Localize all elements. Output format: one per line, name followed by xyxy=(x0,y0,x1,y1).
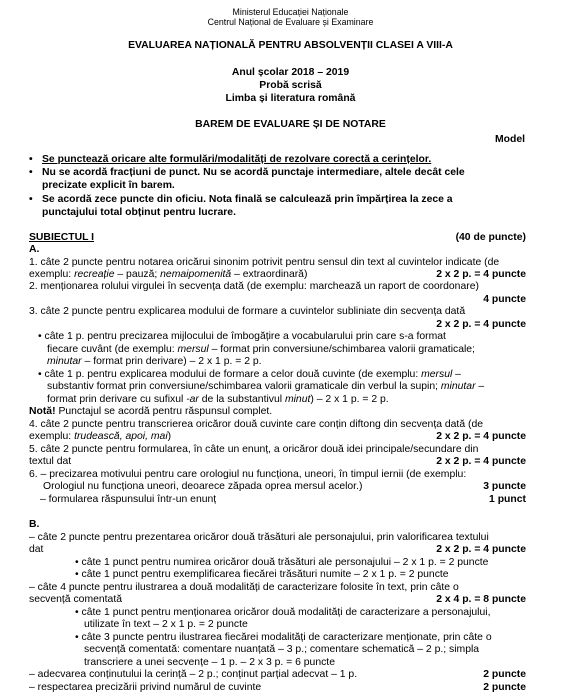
b2-sub2-line1: • câte 3 puncte pentru ilustrarea fiecărei modalități de caracterizare menționate, prin câte o xyxy=(75,632,492,643)
b2-sub2-line2: secvență comentată: comentare nuanțată – 3 p.; comentare schematică – 2 p.; simpla xyxy=(84,644,480,655)
item-6-line1: 6. – precizarea motivului pentru care orologiul nu funcționa, uneori, în timpul iernii (de exemplu: xyxy=(29,469,467,480)
subiect-heading xyxy=(29,232,526,244)
item-3-sub1-line3: minutar – format prin derivare) – 2 x 1 p. = 2 p. xyxy=(47,356,262,367)
item-3: 3. câte 2 puncte pentru explicarea modului de formare a cuvintelor subliniate din secvența dată xyxy=(29,306,466,317)
b2-sub1-line2: utilizate în text – 2 x 1 p. = 2 puncte xyxy=(84,619,248,630)
b2-sub1-line1: • câte 1 punct pentru menționarea oricăror două modalități de caracterizare a personajului, xyxy=(75,607,491,618)
item-1-points: 2 x 2 p. = 4 puncte xyxy=(436,269,526,280)
item-3-sub1-line2: fiecare cuvânt (de exemplu: mersul – format prin conversiune/schimbarea valorii gramaticale; xyxy=(47,344,475,355)
item-1-line1: 1. câte 2 puncte pentru notarea oricărui sinonim potrivit pentru sensul din text al cuvintelor indicate (de xyxy=(29,257,500,268)
subiect-points: (40 de puncte) xyxy=(455,232,526,243)
nota-label: Notă! xyxy=(29,406,56,417)
b1-sub1: • câte 1 punct pentru numirea oricăror două trăsături ale personajului – 2 x 1 p. = 2 puncte xyxy=(75,557,489,568)
subiect-title: SUBIECTUL I xyxy=(29,232,95,243)
item-3-sub2-line3: format prin derivare cu sufixul -ar de la substantivul minut) – 2 x 1 p. = 2 p. xyxy=(47,394,389,405)
school-year: Anul școlar 2018 – 2019 xyxy=(231,67,350,78)
bullet-icon: • xyxy=(29,154,33,165)
item-6-points: 3 puncte xyxy=(483,481,526,492)
item-3-sub2-line1: • câte 1 p. pentru explicarea modului de formare a celor două cuvinte (de exemplu: mersul – xyxy=(38,369,461,380)
barem-title: BAREM DE EVALUARE ȘI DE NOTARE xyxy=(195,119,386,130)
b2-points: 2 x 4 p. = 8 puncte xyxy=(436,594,526,605)
exam-title: EVALUAREA NAȚIONALĂ PENTRU ABSOLVENȚII CLASEI A VIII-A xyxy=(128,40,453,51)
bullet-icon: • xyxy=(29,194,33,205)
item-3-sub2-line2: substantiv format prin conversiune/schimbarea valorii gramaticale din verbul la supin; minutar – xyxy=(47,381,485,392)
item-5-points: 2 x 2 p. = 4 puncte xyxy=(436,456,526,467)
b1-line1: – câte 2 puncte pentru prezentarea oricăror două trăsături ale personajului, prin valorificarea textului xyxy=(29,532,489,543)
nota-line: Notă! Punctajul se acordă pentru răspunsul complet. xyxy=(29,406,273,417)
ministry-line: Ministerul Educației Naționale xyxy=(232,7,349,17)
b3-line: – adecvarea conținutului la cerință – 2 p.; conținut parțial adecvat – 1 p. 2 puncte xyxy=(29,669,526,680)
b4-points: 2 puncte xyxy=(483,682,526,693)
item-5-line2: textul dat 2 x 2 p. = 4 puncte xyxy=(29,456,526,467)
b4-line: – respectarea precizării privind numărul de cuvinte 2 puncte xyxy=(29,682,526,693)
b3-points: 2 puncte xyxy=(483,669,526,680)
b2-line2: secvență comentată 2 x 4 p. = 8 puncte xyxy=(29,594,526,605)
item-4-line1: 4. câte 2 puncte pentru transcrierea oricăror două cuvinte care conțin diftong din secvența dată (de xyxy=(29,419,483,430)
test-type: Probă scrisă xyxy=(259,80,322,91)
model-label: Model xyxy=(494,134,525,145)
item-4-line2: exemplu: trudească, apoi, mai) 2 x 2 p. = 4 puncte xyxy=(29,431,526,442)
item-3-sub1-line1: • câte 1 p. pentru precizarea mijlocului de îmbogățire a vocabularului prin care s-a format xyxy=(38,331,446,342)
item-2: 2. menționarea rolului virgulei în secvența dată (de exemplu: marchează un raport de coordonare) xyxy=(29,281,479,292)
b2-line1: – câte 4 puncte pentru ilustrarea a două modalități de caracterizare folosite în text, prin câte o xyxy=(29,582,459,593)
barem-page: Ministerul Educației Naționale Centrul Național de Evaluare și Examinare EVALUAREA NAȚIONALĂ PENTRU ABSOLVENȚII CLASEI A VIII-A Anul școlar 2018 – 2019 Probă scrisă Limba și literatura română BAREM DE EVALUARE ȘI DE NOTARE Model • Se punctează oricare alte formulări/modalități de rezolvare corectă a cerințelor. • Nu se acordă fracțiuni de punct. Nu se acordă punctaje intermediare, altele decât cele precizate explicit în barem. • Se acordă zece puncte din oficiu. Nota finală se calculează prin împărțirea la zece a punctajului total obținut pentru lucrare. SUBIECTUL I (40 de puncte) A. 1. câte 2 puncte pentru notarea oricărui sinonim potrivit pentru sensul din text al cuvintelor indicate (de exemplu: recreație – pauză; nemaipomenită – extraordinară) 2 x 2 p. = 4 puncte 2. menționarea rolului virgulei în secvența dată (de exemplu: marchează un raport de coordonare) 4 puncte 3. câte 2 puncte pentru explicarea modului de formare a cuvintelor subliniate din secvența dată 2 x 2 p. = 4 puncte • câte 1 p. pentru precizarea mijlocului de îmbogățire a vocabularului prin care s-a format fiecare cuvânt (de exemplu: mersul – format prin conversiune/schimbarea valorii gramaticale; minutar – format prin derivare) – 2 x 1 p. = 2 p. • câte 1 p. pentru explicarea modului de formare a celor două cuvinte (de exemplu: mersul – substantiv format prin conversiune/schimbarea valorii gramaticale din verbul la supin; minutar – format prin derivare cu sufixul -ar de la substantivul minut) – 2 x 1 p. = 2 p. Notă! Punctajul se acordă pentru răspunsul complet. 4. câte 2 puncte pentru transcrierea oricăror două cuvinte care conțin diftong din secvența dată (de exemplu: trudească, apoi, mai) 2 x 2 p. = 4 puncte 5. câte 2 puncte pentru formularea, în câte un enunț, a oricăror două idei principale/secundare din textul dat 2 x 2 p. = 4 puncte 6. – precizarea motivului pentru care orologiul nu funcționa, uneori, în timpul iernii (de exemplu: Orologiul nu funcționa uneori, deoarece zăpada oprea mersul acelor.) 3 puncte – formularea răspunsului într-un enunț 1 punct B. – câte 2 puncte pentru prezentarea oricăror două trăsături ale personajului, prin valorificarea textului dat 2 x 2 p. = 4 puncte • câte 1 punct pentru numirea oricăror două trăsături ale personajului – 2 x 1 p. = 2 puncte • câte 1 punct pentru exemplificarea fiecărei trăsături numite – 2 x 1 p. = 2 puncte – câte 4 puncte pentru ilustrarea a două modalități de caracterizare folosite în text, prin câte o secvență comentată 2 x 4 p. = 8 puncte • câte 1 punct pentru menționarea oricăror două modalități de caracterizare a personajului, utilizate în text – 2 x 1 p. = 2 puncte • câte 3 puncte pentru ilustrarea fiecărei modalități de caracterizare menționate, prin câte o secvență comentată: comentare nuanțată – 3 p.; comentare schematică – 2 p.; simpla transcriere a unei secvențe – 1 p. – 2 x 3 p. = 6 puncte – adecvarea conținutului la cerință – 2 p.; conținut parțial adecvat – 1 p. 2 puncte – respectarea precizării privind numărul de cuvinte 2 puncte xyxy=(0,0,581,700)
subject-name: Limba și literatura română xyxy=(225,93,356,104)
item-1-line2: exemplu: recreație – pauză; nemaipomenită – extraordinară) 2 x 2 p. = 4 puncte xyxy=(29,269,526,280)
b1-sub2: • câte 1 punct pentru exemplificarea fiecărei trăsături numite – 2 x 1 p. = 2 puncte xyxy=(75,569,449,580)
center-line: Centrul Național de Evaluare și Examinare xyxy=(207,17,374,27)
section-b-label: B. xyxy=(29,519,40,530)
bullet-icon: • xyxy=(29,167,33,178)
b1-points: 2 x 2 p. = 4 puncte xyxy=(436,544,526,555)
item-4-points: 2 x 2 p. = 4 puncte xyxy=(436,431,526,442)
item-5-line1: 5. câte 2 puncte pentru formularea, în câte un enunț, a oricăror două idei principale/secundare din xyxy=(29,444,479,455)
item-6c-points: 1 punct xyxy=(489,494,526,505)
item-3-points: 2 x 2 p. = 4 puncte xyxy=(436,319,526,330)
b2-sub2-line3: transcriere a unei secvențe – 1 p. – 2 x 3 p. = 6 puncte xyxy=(84,657,335,668)
item-2-points: 4 puncte xyxy=(483,294,526,305)
section-a-label: A. xyxy=(29,244,40,255)
